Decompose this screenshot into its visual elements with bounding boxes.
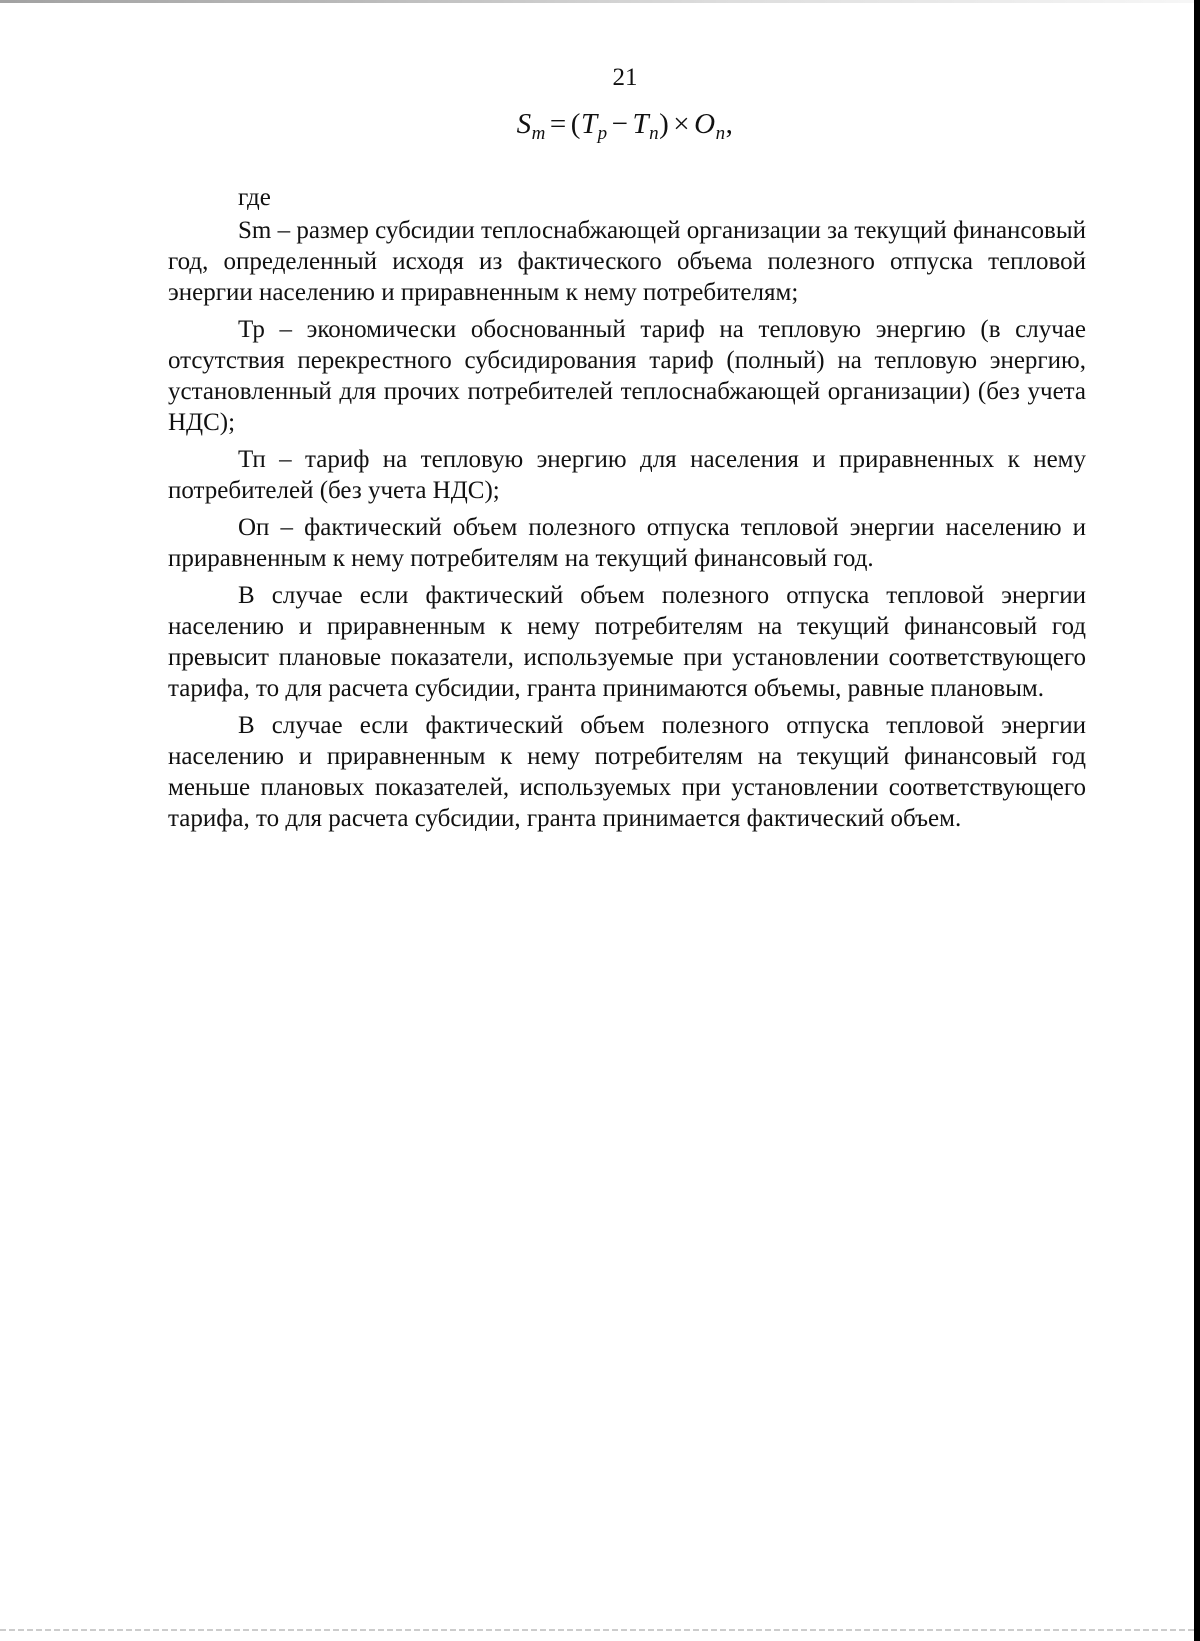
definition-tn: Тп – тариф на тепловую энергию для населения и приравненных к нему потребителей (без учета НДС); xyxy=(168,446,1086,504)
formula-tariff-p: $T_p$ xyxy=(580,108,608,144)
formula-volume: $O_n$ xyxy=(694,108,726,144)
formula-close-paren: ) xyxy=(659,108,670,140)
formula-tariff-n: $T_n$ xyxy=(632,108,660,144)
definition-tp: Тр – экономически обоснованный тариф на тепловую энергию (в случае отсутствия перекрестного субсидирования тариф (полный) на тепловую энергию, установленный для прочих потребителей теплоснабжающей организации) (без учета НДС); xyxy=(168,316,1086,436)
where-label: где xyxy=(238,184,271,211)
paragraph-exceeds-plan: В случае если фактический объем полезного отпуска тепловой энергии населению и приравненным к нему потребителям на текущий финансовый год превысит плановые показатели, используемые при установлении соответствующего тарифа, то для расчета субсидии, гранта принимаются объемы, равные плановым. xyxy=(168,582,1086,702)
formula-equals: = xyxy=(549,108,567,140)
paragraph-below-plan: В случае если фактический объем полезного отпуска тепловой энергии населению и приравненным к нему потребителям на текущий финансовый год меньше плановых показателей, используемых при установлении соответствующего тарифа, то для расчета субсидии, гранта принимается фактический объем. xyxy=(168,712,1086,832)
definition-sm: Sm – размер субсидии теплоснабжающей организации за текущий финансовый год, определенный исходя из фактического объема полезного отпуска тепловой энергии населению и приравненным к нему потребителям; xyxy=(168,217,1086,306)
definition-on: Оп – фактический объем полезного отпуска тепловой энергии населению и приравненным к нему потребителям на текущий финансовый год. xyxy=(168,514,1086,572)
document-body xyxy=(168,182,1086,840)
subsidy-formula xyxy=(0,108,1200,145)
scan-edge-top xyxy=(0,0,1200,3)
scan-edge-bottom xyxy=(0,1629,1194,1631)
scan-edge-right xyxy=(1194,0,1200,1641)
formula-comma: , xyxy=(725,108,734,140)
formula-open-paren: ( xyxy=(570,108,581,140)
formula-times: × xyxy=(673,108,691,140)
formula-minus: − xyxy=(611,108,629,140)
page-number: 21 xyxy=(612,64,638,91)
formula-lhs: $S_m$ xyxy=(516,108,546,144)
